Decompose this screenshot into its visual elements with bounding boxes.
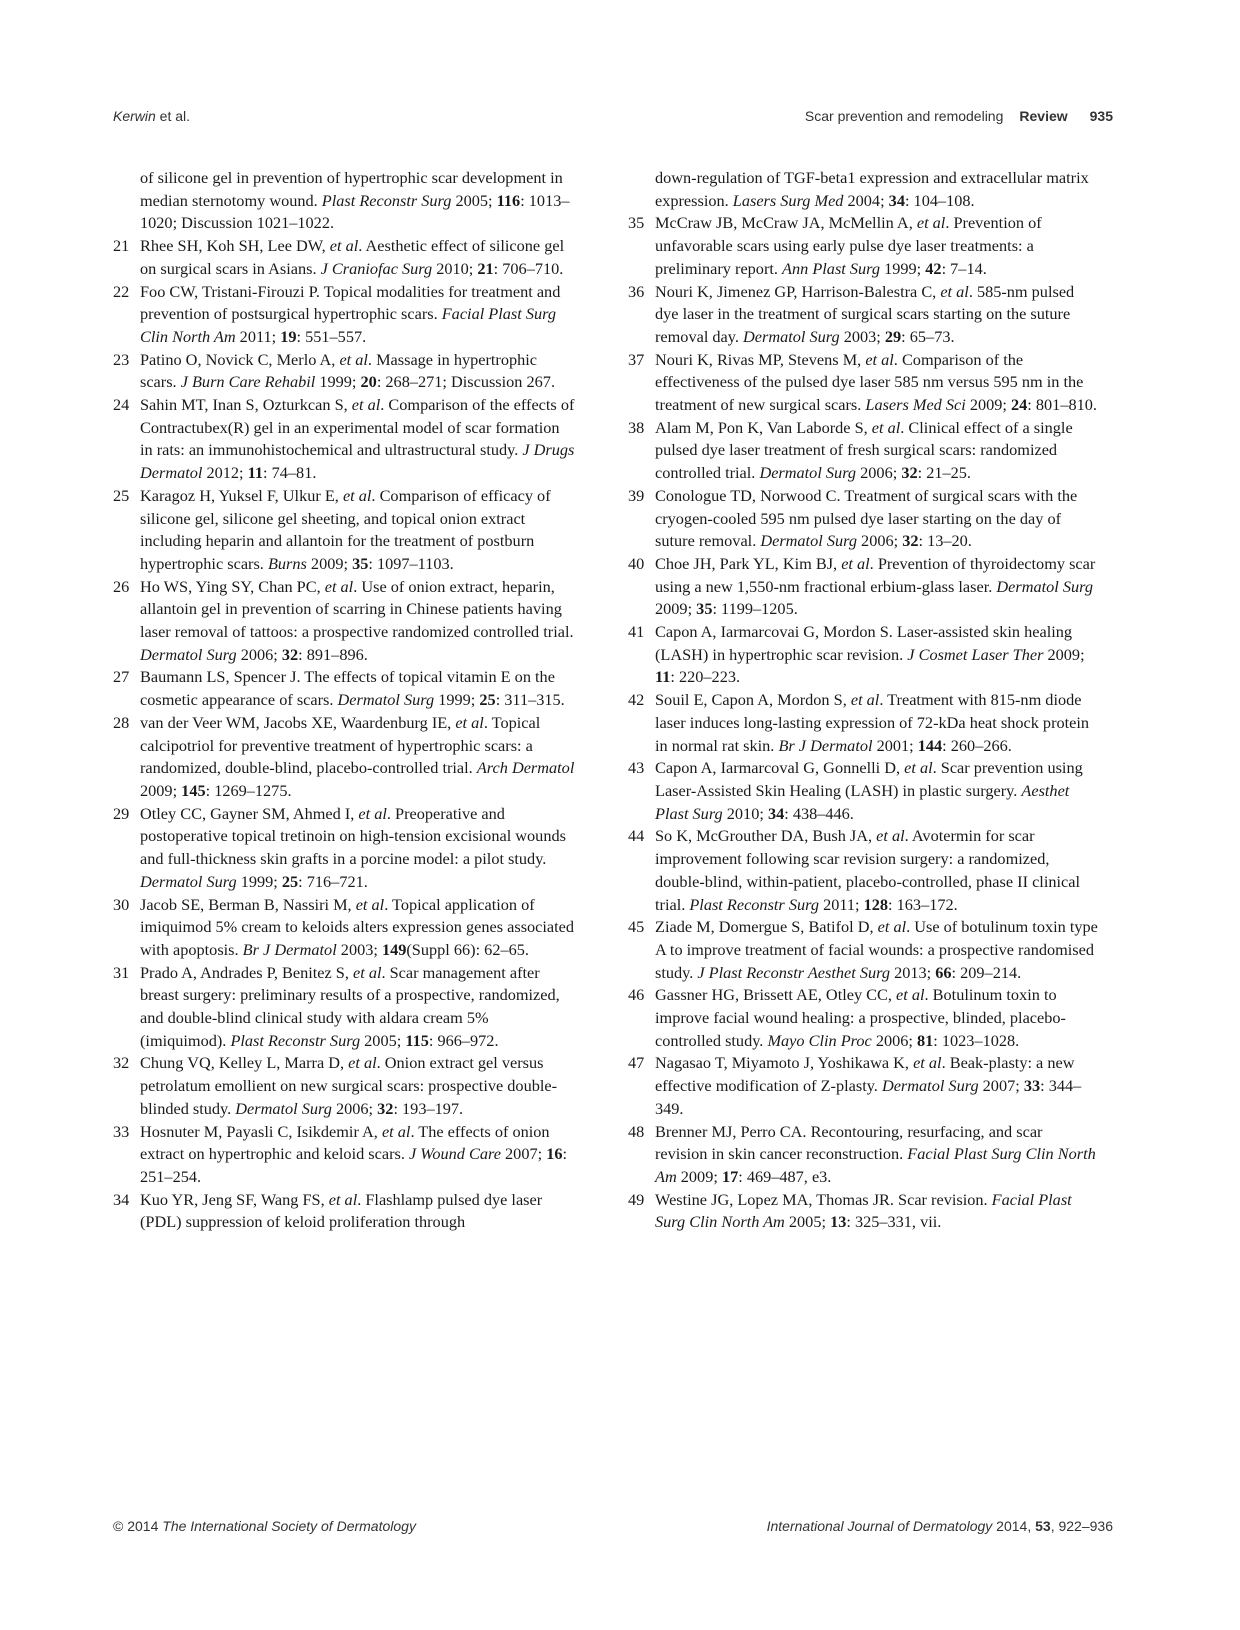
reference-year: 2006;: [871, 1030, 917, 1050]
reference-journal: Facial Plast Surg Clin North Am: [140, 304, 556, 346]
reference-pages: : 1097–1103.: [368, 553, 454, 573]
reference-et-al: et al: [351, 395, 381, 415]
reference-volume: 16: [546, 1144, 563, 1164]
reference-journal: J Drugs Dermatol: [140, 440, 575, 483]
reference-title: . Aesthetic effect of silicone gel on surgical scars in Asians.: [140, 236, 565, 278]
reference-title: . Botulinum toxin to improve facial wound healing: a prospective, blinded, placebo-controlled study.: [655, 985, 1066, 1050]
reference-number: 29: [113, 803, 130, 823]
reference-pages: : 325–331, vii.: [846, 1212, 942, 1232]
reference-et-al: et al: [353, 962, 382, 982]
left-reference-column: [113, 167, 575, 1234]
reference-journal: J Craniofac Surg: [320, 258, 433, 278]
reference-year: 2007;: [978, 1076, 1024, 1096]
reference-authors: Hosnuter M, Payasli C, Isikdemir A,: [140, 1121, 382, 1141]
reference-journal: Plast Reconstr Surg: [321, 190, 452, 210]
reference-item: [113, 666, 575, 711]
society-name: The International Society of Dermatology: [162, 1518, 416, 1534]
reference-title: . Onion extract gel versus petrolatum emollient on new surgical scars: prospective double-blinded study.: [140, 1053, 558, 1118]
reference-number: 48: [628, 1121, 645, 1141]
reference-title: . Scar revision.: [889, 1189, 992, 1209]
reference-number: 21: [113, 236, 130, 256]
reference-pages: : 21–25.: [917, 463, 971, 483]
reference-pages: : 706–710.: [493, 258, 564, 278]
reference-pages: : 716–721.: [298, 871, 368, 891]
reference-number: 37: [628, 349, 645, 369]
reference-continuation: [113, 167, 575, 235]
reference-year: 2005;: [360, 1030, 406, 1050]
reference-pages: : 268–271; Discussion 267.: [376, 372, 556, 392]
reference-year: 2006;: [856, 531, 903, 551]
journal-pages: , 922–936: [1050, 1518, 1113, 1534]
reference-item: [628, 621, 1098, 689]
reference-continuation: [628, 167, 1098, 212]
reference-item: [113, 1121, 575, 1189]
reference-journal: J Plast Reconstr Aesthet Surg: [697, 962, 891, 982]
author-suffix: et al.: [155, 108, 191, 124]
reference-journal: Dermatol Surg: [337, 690, 435, 710]
reference-authors: McCraw JB, McCraw JA, McMellin A,: [655, 213, 917, 233]
reference-volume: 81: [917, 1030, 934, 1050]
reference-volume: 29: [884, 326, 902, 346]
reference-volume: 34: [767, 803, 785, 823]
reference-number: 45: [628, 917, 645, 937]
reference-text: of silicone gel in prevention of hypertrophic scar development in median sternotomy wound.: [140, 168, 563, 210]
reference-authors: Jacob SE, Berman B, Nassiri M,: [140, 894, 356, 914]
reference-number: 40: [628, 553, 645, 573]
reference-journal: J Wound Care: [409, 1144, 501, 1164]
reference-authors: Gassner HG, Brissett AE, Otley CC,: [655, 985, 897, 1005]
reference-authors: Souil E, Capon A, Mordon S,: [655, 690, 851, 710]
reference-item: [628, 757, 1098, 825]
reference-journal: Br J Dermatol: [242, 939, 337, 959]
reference-pages: : 193–197.: [393, 1098, 464, 1118]
reference-year: 2005;: [451, 190, 497, 210]
reference-journal: Dermatol Surg: [235, 1098, 332, 1118]
reference-year: 2003;: [839, 326, 885, 346]
reference-number: 31: [113, 962, 130, 982]
reference-number: 47: [628, 1053, 645, 1073]
reference-title: . Treatment of surgical scars with the cryogen-cooled 595 nm pulsed dye laser starting on the day of suture removal.: [655, 485, 1078, 551]
reference-number: 24: [113, 395, 130, 415]
reference-title: . Prevention of unfavorable scars using early pulse dye laser treatments: a preliminary report.: [655, 213, 1042, 278]
reference-text: down-regulation of TGF-beta1 expression and extracellular matrix expression.: [655, 168, 1089, 210]
reference-journal: Facial Plast Surg Clin North Am: [655, 1144, 1096, 1186]
reference-title: . The effects of topical vitamin E on the cosmetic appearance of scars.: [140, 667, 555, 710]
reference-item: [113, 281, 575, 349]
reference-journal: Dermatol Surg: [881, 1076, 979, 1096]
reference-volume: 17: [721, 1166, 739, 1186]
reference-year: 1999;: [236, 871, 282, 891]
reference-volume: 32: [281, 644, 299, 664]
reference-year: 1999;: [434, 690, 480, 710]
reference-pages: : 209–214.: [951, 962, 1022, 982]
reference-year: 2009;: [676, 1166, 722, 1186]
reference-authors: Choe JH, Park YL, Kim BJ,: [655, 553, 842, 573]
reference-year: 2010;: [432, 258, 478, 278]
reference-volume: 144: [917, 735, 943, 755]
reference-title: . The effects of onion extract on hypertrophic and keloid scars.: [140, 1121, 550, 1164]
reference-item: [113, 1052, 575, 1120]
reference-journal: Dermatol Surg: [996, 576, 1094, 596]
reference-pages: (Suppl 66): 62–65.: [406, 939, 529, 959]
reference-pages: : 7–14.: [941, 258, 987, 278]
reference-volume: 32: [377, 1098, 394, 1118]
reference-journal: Facial Plast Surg Clin North Am: [655, 1189, 1072, 1232]
reference-pages: : 1199–1205.: [712, 599, 798, 619]
reference-item: [113, 394, 575, 485]
reference-journal: J Cosmet Laser Ther: [907, 644, 1044, 664]
reference-et-al: et al: [865, 349, 894, 369]
reference-title: . Recontouring, resurfacing, and scar revision in skin cancer reconstruction.: [655, 1121, 1043, 1164]
reference-year: 2013;: [890, 962, 936, 982]
reference-journal: Ann Plast Surg: [782, 258, 881, 278]
reference-pages: : 220–223.: [670, 667, 741, 687]
reference-number: 30: [113, 894, 130, 914]
reference-et-al: et al: [358, 803, 387, 823]
reference-volume: 145: [181, 780, 206, 800]
reference-item: [113, 894, 575, 962]
reference-item: [113, 962, 575, 1053]
reference-et-al: et al: [916, 213, 946, 233]
page-number: 935: [1089, 108, 1113, 124]
reference-pages: : 104–108.: [904, 190, 975, 210]
reference-title: . Flashlamp pulsed dye laser (PDL) suppression of keloid proliferation through: [140, 1189, 543, 1232]
copyright-symbol: ©: [113, 1518, 124, 1534]
reference-et-al: et al: [871, 417, 901, 437]
reference-year: 2009;: [655, 599, 697, 619]
copyright-year: 2014: [123, 1518, 163, 1534]
reference-item: [628, 916, 1098, 984]
reference-item: [628, 1052, 1098, 1120]
reference-title: . Comparison of the effectiveness of the pulsed dye laser 585 nm versus 595 nm in the treatment of new surgical scars.: [655, 349, 1084, 415]
reference-et-al: et al: [913, 1053, 942, 1073]
reference-title: . 585-nm pulsed dye laser in the treatment of surgical scars starting on the suture removal day.: [655, 281, 1075, 346]
reference-journal: Burns: [267, 553, 307, 573]
reference-pages: : 65–73.: [901, 326, 955, 346]
reference-authors: Baumann LS, Spencer J: [140, 667, 297, 687]
reference-journal: Lasers Surg Med: [732, 190, 844, 210]
reference-item: [113, 485, 575, 576]
reference-title: . Scar prevention using Laser-Assisted Skin Healing (LASH) in plastic surgery.: [655, 758, 1083, 800]
reference-journal: Dermatol Surg: [140, 871, 237, 891]
reference-authors: van der Veer WM, Jacobs XE, Waardenburg IE,: [140, 712, 456, 732]
reference-volume: 11: [247, 463, 264, 483]
reference-pages: : 1023–1028.: [933, 1030, 1020, 1050]
reference-title: . Topical modalities for treatment and prevention of postsurgical hypertrophic scars.: [140, 281, 561, 324]
reference-item: [628, 1121, 1098, 1189]
reference-item: [113, 349, 575, 394]
reference-pages: : 469–487, e3.: [738, 1166, 832, 1186]
reference-number: 36: [628, 281, 645, 301]
reference-et-al: et al: [324, 576, 354, 596]
journal-citation: [767, 1518, 1113, 1534]
reference-et-al: et al: [328, 1189, 358, 1209]
reference-et-al: et al: [940, 281, 969, 301]
reference-pages: : 801–810.: [1027, 395, 1097, 415]
reference-title: . Topical calcipotriol for preventive treatment of hypertrophic scars: a randomized, double-blind, placebo-controlled trial.: [140, 712, 541, 778]
reference-number: 46: [628, 985, 645, 1005]
reference-journal: Br J Dermatol: [778, 735, 873, 755]
reference-title: . Comparison of the effects of Contractubex(R) gel in an experimental model of scar formation in rats: an immunohistochemical and ultrastructural study.: [140, 395, 575, 460]
reference-journal: Mayo Clin Proc: [767, 1030, 872, 1050]
reference-authors: Kuo YR, Jeng SF, Wang FS,: [140, 1189, 329, 1209]
reference-journal: Dermatol Surg: [760, 531, 857, 551]
reference-title: . Scar management after breast surgery: preliminary results of a prospective, randomized, and double-blind clinical study with aldara cream 5% (imiquimod).: [140, 962, 560, 1050]
reference-authors: Otley CC, Gayner SM, Ahmed I,: [140, 803, 359, 823]
reference-title: . Prevention of thyroidectomy scar using a new 1,550-nm fractional erbium-glass laser.: [655, 553, 1096, 596]
reference-pages: : 13–20.: [918, 531, 972, 551]
reference-number: 43: [628, 758, 645, 778]
reference-authors: Karagoz H, Yuksel F, Ulkur E,: [140, 485, 343, 505]
reference-authors: Foo CW, Tristani-Firouzi P: [140, 281, 316, 301]
reference-authors: Sahin MT, Inan S, Ozturkcan S,: [140, 395, 352, 415]
reference-authors: Chung VQ, Kelley L, Marra D,: [140, 1053, 349, 1073]
reference-pages: : 1013–1020; Discussion 1021–1022.: [140, 190, 570, 233]
reference-volume: 32: [902, 531, 919, 551]
reference-year: 2011;: [819, 894, 864, 914]
reference-journal: Dermatol Surg: [759, 463, 857, 483]
reference-year: 1999;: [880, 258, 926, 278]
reference-number: 42: [628, 690, 645, 710]
reference-title: . Comparison of efficacy of silicone gel, silicone gel sheeting, and topical onion extract including heparin and allantoin for the treatment of postburn hypertrophic scars.: [140, 485, 551, 573]
reference-title: . Beak-plasty: a new effective modification of Z-plasty.: [655, 1053, 1075, 1096]
reference-volume: 25: [281, 871, 299, 891]
reference-number: 49: [628, 1189, 645, 1209]
reference-volume: 116: [496, 190, 521, 210]
reference-title: . Treatment with 815-nm diode laser induces long-lasting expression of 72-kDa heat shock protein in normal rat skin.: [655, 690, 1090, 755]
reference-authors: Conologue TD, Norwood C: [655, 485, 837, 505]
reference-volume: 11: [655, 667, 671, 687]
reference-year: 2009;: [1043, 644, 1085, 664]
reference-journal: Lasers Med Sci: [865, 395, 966, 415]
reference-number: 39: [628, 485, 645, 505]
reference-year: 2003;: [336, 939, 382, 959]
reference-et-al: et al: [339, 349, 368, 369]
reference-journal: Dermatol Surg: [140, 644, 237, 664]
reference-volume: 149: [381, 939, 407, 959]
reference-volume: 21: [477, 258, 494, 278]
reference-number: 41: [628, 622, 645, 642]
reference-volume: 35: [352, 553, 369, 573]
reference-number: 28: [113, 712, 130, 732]
reference-title: . Laser-assisted skin healing (LASH) in hypertrophic scar revision.: [655, 622, 1073, 664]
reference-number: 44: [628, 826, 645, 846]
reference-number: 33: [113, 1121, 130, 1141]
reference-volume: 33: [1023, 1076, 1041, 1096]
journal-name: International Journal of Dermatology: [766, 1518, 993, 1534]
reference-pages: : 251–254.: [140, 1144, 568, 1186]
reference-item: [628, 984, 1098, 1052]
reference-year: 2009;: [306, 553, 353, 573]
reference-volume: 128: [863, 894, 889, 914]
reference-et-al: et al: [850, 690, 880, 710]
reference-year: 2006;: [236, 644, 282, 664]
reference-year: 2010;: [722, 803, 768, 823]
reference-number: 35: [628, 213, 645, 233]
reference-journal: Arch Dermatol: [476, 758, 575, 778]
reference-et-al: et al: [355, 894, 385, 914]
reference-journal: Dermatol Surg: [743, 326, 840, 346]
reference-year: 2011;: [235, 326, 281, 346]
reference-title: . Use of botulinum toxin type A to improve treatment of facial wounds: a prospective randomised study.: [655, 917, 1098, 982]
reference-pages: : 551–557.: [296, 326, 367, 346]
reference-item: [628, 1189, 1098, 1234]
reference-item: [113, 576, 575, 667]
reference-number: 32: [113, 1053, 130, 1073]
reference-year: 2004;: [843, 190, 889, 210]
reference-journal: J Burn Care Rehabil: [180, 372, 316, 392]
reference-title: . Preoperative and postoperative topical tretinoin on high-tension excisional wounds and full-thickness skin grafts in a porcine model: a pilot study.: [140, 803, 566, 869]
reference-number: 38: [628, 417, 645, 437]
reference-et-al: et al: [841, 553, 870, 573]
reference-volume: 32: [901, 463, 918, 483]
reference-pages: : 74–81.: [263, 463, 317, 483]
reference-volume: 20: [360, 372, 377, 392]
reference-number: 25: [113, 485, 130, 505]
reference-title: . Avotermin for scar improvement following scar revision surgery: a randomized, double-blind, within-patient, placebo-controlled, phase II clinical trial.: [655, 826, 1080, 914]
reference-authors: Patino O, Novick C, Merlo A,: [140, 349, 340, 369]
journal-year: 2014,: [992, 1518, 1036, 1534]
reference-number: 34: [113, 1189, 130, 1209]
reference-journal: Plast Reconstr Surg: [689, 894, 819, 914]
page-footer: [113, 1518, 1113, 1542]
reference-volume: 35: [696, 599, 713, 619]
reference-volume: 19: [280, 326, 297, 346]
reference-authors: Ho WS, Ying SY, Chan PC,: [140, 576, 325, 596]
running-title: Scar prevention and remodeling: [804, 108, 1004, 124]
reference-authors: Rhee SH, Koh SH, Lee DW,: [140, 236, 330, 256]
reference-authors: Prado A, Andrades P, Benitez S,: [140, 962, 353, 982]
reference-year: 2006;: [331, 1098, 378, 1118]
author-line: [113, 108, 190, 124]
reference-pages: : 891–896.: [298, 644, 368, 664]
header-right: [805, 108, 1113, 124]
reference-volume: 13: [830, 1212, 847, 1232]
reference-et-al: et al: [876, 826, 905, 846]
reference-number: 23: [113, 349, 130, 369]
running-header: [113, 108, 1113, 132]
copyright-line: [113, 1518, 416, 1534]
reference-journal: Aesthet Plast Surg: [655, 780, 1070, 823]
reference-item: [113, 803, 575, 894]
reference-authors: Ziade M, Domergue S, Batifol D,: [655, 917, 878, 937]
reference-authors: Nouri K, Jimenez GP, Harrison-Balestra C,: [655, 281, 941, 301]
reference-volume: 34: [888, 190, 905, 210]
reference-volume: 115: [405, 1030, 429, 1050]
reference-pages: : 260–266.: [942, 735, 1012, 755]
reference-title: . Use of onion extract, heparin, allantoin gel in prevention of scarring in Chinese patients having laser removal of tattoos: a prospective randomized controlled trial.: [140, 576, 574, 642]
reference-authors: Capon A, Iarmarcovai G, Mordon S: [655, 622, 889, 642]
reference-item: [628, 485, 1098, 553]
reference-item: [113, 235, 575, 280]
reference-title: . Massage in hypertrophic scars.: [140, 349, 538, 392]
reference-authors: Brenner MJ, Perro CA: [655, 1121, 803, 1141]
reference-journal: Plast Reconstr Surg: [230, 1030, 361, 1050]
reference-item: [628, 825, 1098, 916]
reference-et-al: et al: [455, 712, 484, 732]
reference-et-al: et al: [342, 485, 372, 505]
reference-number: 27: [113, 667, 130, 687]
reference-title: . Clinical effect of a single pulsed dye laser treatment of fresh surgical scars: randomized controlled trial.: [655, 417, 1073, 483]
reference-authors: Capon A, Iarmarcoval G, Gonnelli D,: [655, 758, 905, 778]
reference-year: 1999;: [315, 372, 361, 392]
reference-volume: 25: [479, 690, 496, 710]
reference-title: . Topical application of imiquimod 5% cream to keloids alters expression genes associated with apoptosis.: [140, 894, 575, 959]
reference-item: [113, 1189, 575, 1234]
reference-year: 2006;: [856, 463, 902, 483]
reference-volume: 42: [925, 258, 942, 278]
reference-pages: : 163–172.: [888, 894, 958, 914]
reference-pages: : 438–446.: [784, 803, 854, 823]
reference-item: [628, 417, 1098, 485]
reference-authors: Alam M, Pon K, Van Laborde S,: [655, 417, 872, 437]
reference-authors: So K, McGrouther DA, Bush JA,: [655, 826, 877, 846]
reference-year: 2001;: [872, 735, 918, 755]
reference-authors: Nagasao T, Miyamoto J, Yoshikawa K,: [655, 1053, 914, 1073]
reference-authors: Westine JG, Lopez MA, Thomas JR: [655, 1189, 890, 1209]
reference-year: 2012;: [202, 463, 248, 483]
article-type: Review: [1019, 108, 1068, 124]
reference-item: [628, 212, 1098, 280]
reference-et-al: et al: [329, 236, 359, 256]
reference-et-al: et al: [896, 985, 925, 1005]
reference-pages: : 311–315.: [495, 690, 565, 710]
reference-item: [628, 553, 1098, 621]
journal-volume: 53: [1035, 1518, 1051, 1534]
author-name: Kerwin: [113, 108, 156, 124]
reference-et-al: et al: [877, 917, 907, 937]
reference-number: 26: [113, 576, 130, 596]
reference-year: 2009;: [965, 395, 1012, 415]
reference-item: [113, 712, 575, 803]
reference-pages: : 344–349.: [655, 1076, 1082, 1118]
reference-et-al: et al: [904, 758, 933, 778]
reference-et-al: et al: [381, 1121, 411, 1141]
reference-volume: 24: [1011, 395, 1028, 415]
reference-item: [628, 281, 1098, 349]
reference-pages: : 1269–1275.: [205, 780, 292, 800]
reference-volume: 66: [935, 962, 952, 982]
reference-et-al: et al: [348, 1053, 377, 1073]
reference-item: [628, 689, 1098, 757]
reference-pages: : 966–972.: [428, 1030, 499, 1050]
reference-year: 2009;: [140, 780, 182, 800]
reference-number: 22: [113, 281, 130, 301]
reference-authors: Nouri K, Rivas MP, Stevens M,: [655, 349, 866, 369]
reference-year: 2007;: [500, 1144, 547, 1164]
reference-item: [628, 349, 1098, 417]
right-reference-column: [628, 167, 1098, 1234]
reference-year: 2005;: [784, 1212, 831, 1232]
